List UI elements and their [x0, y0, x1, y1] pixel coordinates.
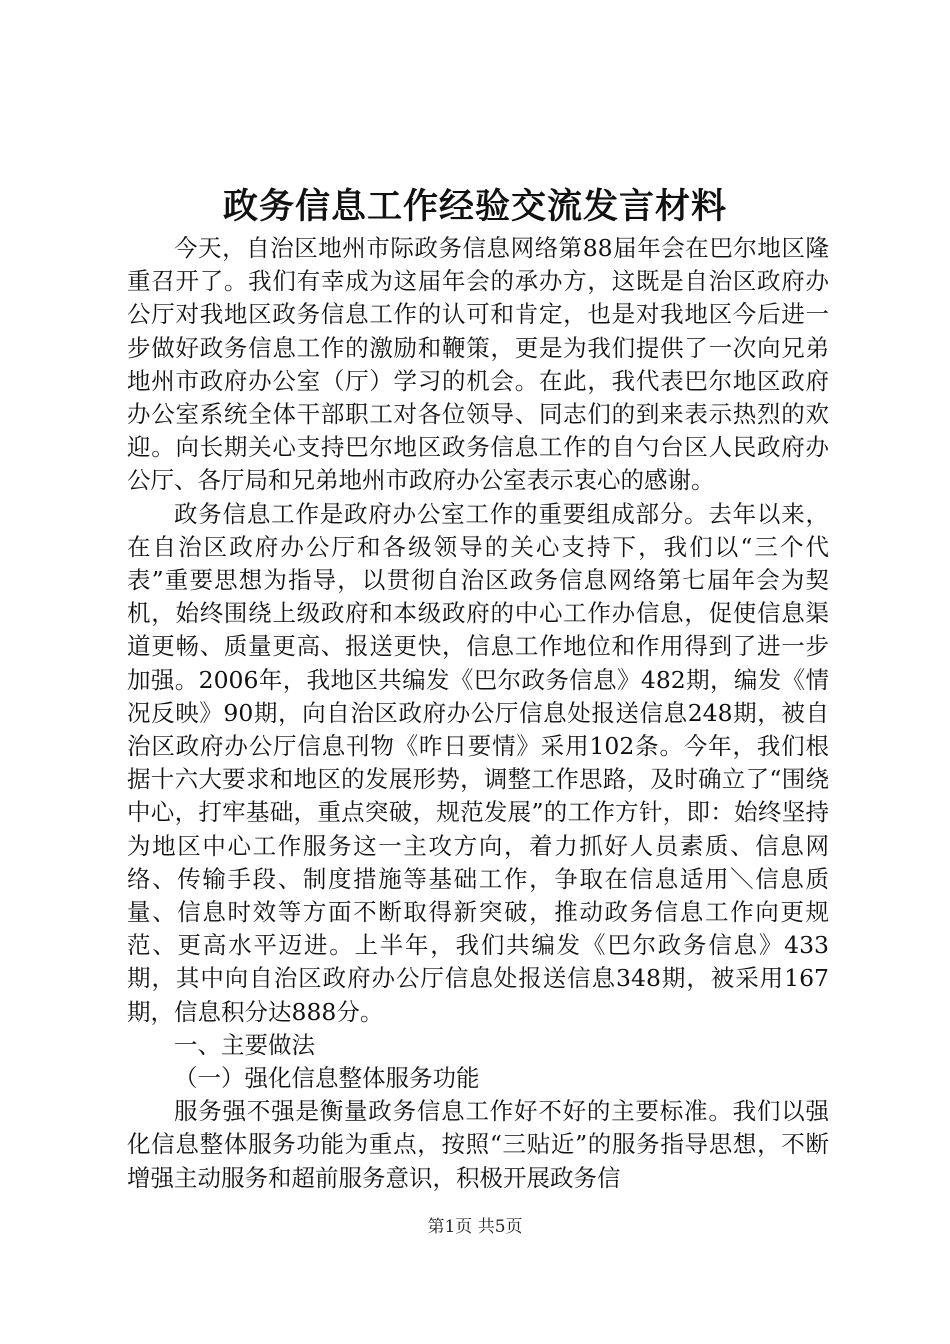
page-footer: 第1页 共5页	[427, 1217, 523, 1237]
section-heading-main-practices: 一、主要做法	[174, 1030, 315, 1059]
subsection-heading-service-function: （一）强化信息整体服务功能	[174, 1064, 480, 1093]
document-title: 政务信息工作经验交流发言材料	[222, 186, 727, 227]
paragraph-overview: 政务信息工作是政府办公室工作的重要组成部分。去年以来，在自治区政府办公厅和各级领导的关心支持下，我们以“三个代表”重要思想为指导，以贯彻自治区政务信息网络第七届年会为契机，始终围绕上级政府和本级政府的中心工作办信息，促使信息渠道更畅、质量更高、报送更快，信息工作地位和作用得到了进一步加强。2006年，我地区共编发《巴尔政务信息》482期，编发《情况反映》90期，向自治区政府办公厅信息处报送信息248期，被自治区政府办公厅信息刊物《昨日要情》采用102条。今年，我们根据十六大要求和地区的发展形势，调整工作思路，及时确立了“围绕中心，打牢基础，重点突破，规范发展”的工作方针，即：始终坚持为地区中心工作服务这一主攻方向，着力抓好人员素质、信息网络、传输手段、制度措施等基础工作，争取在信息适用＼信息质量、信息时效等方面不断取得新突破，推动政务信息工作向更规范、更高水平迈进。上半年，我们共编发《巴尔政务信息》433期，其中向自治区政府办公厅信息处报送信息348期，被采用167期，信息积分达888分。	[127, 499, 829, 1026]
paragraph-service: 服务强不强是衡量政务信息工作好不好的主要标准。我们以强化信息整体服务功能为重点，按照“三贴近”的服务指导思想，不断增强主动服务和超前服务意识，积极开展政务信	[127, 1097, 829, 1192]
document-body	[127, 232, 829, 1195]
paragraph-intro: 今天，自治区地州市际政务信息网络第88届年会在巴尔地区隆重召开了。我们有幸成为这届年会的承办方，这既是自治区政府办公厅对我地区政务信息工作的认可和肯定，也是对我地区今后进一步做好政务信息工作的激励和鞭策，更是为我们提供了一次向兄弟地州市政府办公室（厅）学习的机会。在此，我代表巴尔地区政府办公室系统全体干部职工对各位领导、同志们的到来表示热烈的欢迎。向长期关心支持巴尔地区政务信息工作的自勺台区人民政府办公厅、各厅局和兄弟地州市政府办公室表示衷心的感谢。	[127, 234, 829, 495]
